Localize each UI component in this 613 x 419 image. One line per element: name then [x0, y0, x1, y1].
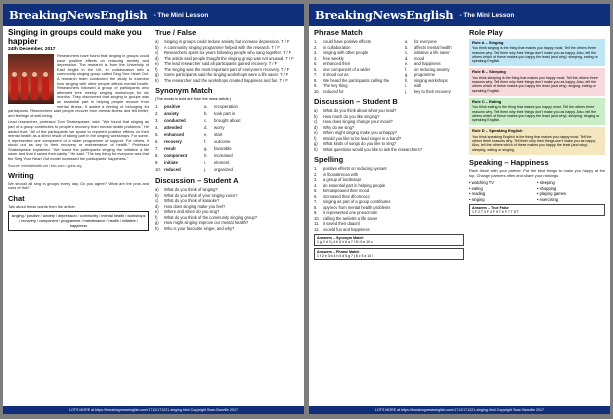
- role-d-box: Role D – Speaking English You think speaking English is the thing that makes you happy most. Tell the others three reasons why. Tell them why their things don't make you as happy. Also, tell the others which of these makes you happy the least (and why): sleeping, eating or singing.: [469, 127, 605, 154]
- list-item: 11. it saved their daaonl: [314, 221, 360, 226]
- list-item: d) Why do we sing?: [314, 124, 355, 130]
- right-column: [469, 28, 605, 404]
- table-row: 4. attended d. worry: [155, 125, 225, 130]
- list-item: 1. positive effects on reducing iyxnaet: [314, 166, 387, 171]
- list-item: a) Singing in groups could reduce anxiety but increase depression. T / F: [155, 39, 290, 44]
- discussion-a-list: [155, 187, 299, 231]
- brand-title: BreakingNewsEnglish: [9, 8, 148, 22]
- true-false-heading: True / False: [155, 28, 197, 37]
- list-item: e) When might singing make you unhappy?: [314, 130, 397, 135]
- left-column: [8, 28, 149, 404]
- phrase-match-list: [314, 39, 464, 94]
- page-two: [309, 4, 610, 414]
- table-row: 10. reduced j. organized: [155, 167, 233, 172]
- brand-subtitle: - The Mini Lesson: [153, 11, 209, 19]
- role-a-box: Role A – Singing You think singing is the thing that makes you happy most. Tell the others three reasons why. Tell them why their things don't make you as happy. Also, tell the others which of these makes you happy the least (and why): sleeping, eating or speaking English.: [469, 39, 605, 66]
- table-row: 3. conducted c. brought about: [155, 118, 241, 123]
- singers-photo: [8, 54, 54, 104]
- article-paragraph-2: Lead researcher, professor Tom Shakespeare, said: "We found that singing as part of a group contributes to people's recovery from mental health problems." He added that: "All of the participants we spoke to reported positive effects on their mental health as a direct result of taking part in the singing workshops. For some, it represented one component of a wider programme of support. For others, it stood out as key to their recovery or maintenance of health." Professor Shakespeare explained: "We found the participants singing the initiative a life saver and that it saved their sanity." He said: "The key thing for everyone was that the Sing Your Heart Out model increased the participants' happiness.": [8, 119, 149, 162]
- spelling-list: [314, 166, 464, 232]
- list-item: c) Researchers spent six years following people who sang together. T / F: [155, 50, 292, 55]
- article-paragraph-1: Researchers have found that singing in groups could have positive effects on reducing anxiety and depression. The research is from the University of East Anglia in the UK, in collaboration with a community singing group called Sing Your Heart Out. A research team conducted the study to examine how singing with other people affects mental health. Researchers followed a group of participants who attended free weekly singing workshops for six months. They discovered that singing in groups was an essential part in helping people recover from mental illness. It added a feeling of belonging for participants. Researchers said people recover from mental illness and felt better, and feelings of well-being.: [8, 53, 149, 118]
- discussion-b-heading: Discussion – Student B: [314, 97, 398, 106]
- list-item: • reading: [469, 191, 486, 197]
- header-banner: [3, 4, 304, 26]
- article-source: Source: mentalhealth.net / bbc.com / gnhs.org: [8, 163, 82, 168]
- list-item: g) What kinds of songs do you like to sing?: [314, 141, 397, 146]
- list-item: a) What do you think of singing?: [155, 187, 218, 192]
- writing-heading: Writing: [8, 170, 34, 180]
- list-item: • singing: [469, 196, 485, 202]
- list-item: c) What do you think of karaoke?: [155, 198, 220, 203]
- true-false-list: [155, 39, 299, 83]
- table-row: 6. one component of a wider f. on reducing anxiety: [314, 66, 450, 72]
- list-item: • watching TV: [469, 180, 495, 186]
- writing-text: We should all sing in groups every day. Do you agree? What are the pros and cons of this?: [8, 180, 149, 191]
- spelling-heading: Spelling: [314, 155, 344, 164]
- table-row: 10. reduced for j. key to their recovery: [314, 88, 451, 94]
- list-item: • exercising: [537, 196, 559, 202]
- synonym-heading: Synonym Match: [155, 86, 213, 95]
- list-item: 3. a group of iiacttnaspr: [314, 177, 362, 182]
- list-item: g) Some participants said the singing workshops were a life saver. T / F: [155, 72, 289, 77]
- list-item: 6. increased their dfcormocc: [314, 193, 370, 199]
- left-column: [314, 28, 464, 404]
- list-item: h) The researcher said the workshops created happiness and fun. T / F: [155, 77, 288, 83]
- chat-heading: Chat: [8, 193, 25, 203]
- table-row: 8. component h. increased: [155, 153, 233, 158]
- list-item: f) What do you think of the community singing group?: [155, 214, 258, 220]
- role-b-box: Role B – Sleeping You think sleeping is the thing that makes you happy most. Tell the others three reasons why. Tell them why their things don't make you as happy. Also, tell the others which of these makes you happy the least (and why): singing, eating or speaking English.: [469, 68, 605, 95]
- list-item: 2. in lbooatinrcoa with: [314, 171, 359, 177]
- list-item: 8. opyrecv from mental health problems: [314, 204, 391, 210]
- table-row: 4. free weekly d. mood: [314, 55, 425, 61]
- table-row: 2. in collaboration b. affects mental health: [314, 44, 452, 50]
- table-row: 9. initiate i. element: [155, 160, 230, 165]
- list-item: 9. it represented one pneocmotn: [314, 210, 378, 215]
- list-item: c) How does singing change your mood?: [314, 119, 393, 124]
- list-item: b) How much do you like singing?: [314, 113, 380, 119]
- table-row: 9. The key thing i. with: [314, 83, 422, 88]
- list-item: g) How might singing improve our mental health?: [155, 220, 249, 225]
- footer-link[interactable]: LOTS MORE at https://breakingnewsenglish.com/1712/171221-singing.html Copyright Sean Banville 2017: [309, 406, 610, 414]
- list-item: 12. ovoeld fun and happiness: [314, 226, 370, 232]
- chat-intro: Talk about these words from the article.: [8, 203, 76, 209]
- article-title: Singing in groups could make you happier: [8, 28, 142, 46]
- list-item: h) Who is your favourite singer, and why?: [155, 225, 235, 231]
- list-item: a) What do you think about what you read?: [314, 108, 397, 113]
- brand-title: BreakingNewsEnglish: [315, 8, 454, 22]
- answers-synonym: Answers – Synonym Match 1 g 2 d 3 j 4 b 5 h 6 a 7 f 8 i 9 e 10 c: [314, 234, 464, 246]
- table-row: 1. positive a. recuperation: [155, 104, 238, 109]
- list-item: • shopping: [537, 185, 557, 191]
- table-row: 5. enhanced their e. and happiness: [314, 61, 441, 66]
- discussion-b-list: [314, 108, 464, 152]
- discussion-a-heading: Discussion – Student A: [155, 176, 239, 185]
- list-item: 4. an essential part in helping people: [314, 182, 386, 188]
- role-play-heading: Role Play: [469, 28, 503, 37]
- list-item: h) What questions would you like to ask the researchers?: [314, 146, 422, 152]
- answers-phrase: Answers – Phrase Match 1 f 2 e 3 b 4 h 5 d 6 g 7 j 8 c 9 a 10 i: [314, 248, 464, 260]
- brand-subtitle: - The Mini Lesson: [459, 11, 515, 19]
- article-date: 24th December, 2017: [8, 47, 56, 52]
- header-banner: [309, 4, 610, 26]
- table-row: 3. singing with other people c. initiative a life saver: [314, 50, 450, 55]
- table-row: 2. anxiety b. took part in: [155, 111, 236, 116]
- synonym-list: [155, 103, 299, 173]
- list-item: 10. calling the aeiiivtnt a life saver: [314, 215, 378, 221]
- table-row: 7. result g. favorable: [155, 146, 232, 151]
- list-item: f) The singing was the most important part of everyone's recovery. T / F: [155, 66, 290, 72]
- table-row: 7. it stood out as g. programme: [314, 72, 435, 77]
- right-column: [155, 28, 299, 404]
- table-row: 6. recovery f. outcome: [155, 139, 231, 144]
- list-item: b) A community singing programme helped with the research. T / F: [155, 44, 280, 50]
- phrase-match-heading: Phrase Match: [314, 28, 363, 37]
- list-item: e) The lead researcher said all participants gained recovery. T / F: [155, 61, 278, 66]
- list-item: d) The article said people thought the singing group was not unusual. T / F: [155, 55, 294, 61]
- table-row: 8. We heard the participants calling the h. singing workshops: [314, 77, 448, 83]
- footer-link[interactable]: LOTS MORE at https://breakingnewsenglish.com/1712/171221-singing.html Copyright Sean Banville 2017: [3, 406, 304, 414]
- list-item: e) Where and when do you sing?: [155, 209, 220, 214]
- list-item: d) How does singing make you feel?: [155, 203, 226, 209]
- role-c-box: Role C – Eating You think eating is the thing that makes you happy most. Tell the others three reasons why. Tell them why their things don't make you as happy. Also, tell the others which of these makes you happy the least (and why): sleeping, singing or speaking English.: [469, 98, 605, 125]
- table-row: 5. enhanced e. start: [155, 132, 223, 137]
- happiness-list: [469, 180, 605, 202]
- list-item: f) Would you like to be lead singer in a band?: [314, 135, 402, 141]
- happiness-intro: Rank these with your partner. Put the best things to make you happy at the top. Change partners often and share your rankings.: [469, 167, 605, 178]
- table-row: 1. could have positive effects a. for everyone: [314, 39, 437, 44]
- happiness-heading: Speaking – Happiness: [469, 157, 549, 167]
- page-one: [3, 4, 304, 414]
- answers-true-false: Answers – True False 1 F 2 T 3 F 4 F 5 T 6 F 7 T 8 T: [469, 204, 605, 216]
- list-item: • sleeping: [537, 180, 555, 186]
- list-item: 5. kmnaspeaoed their mood: [314, 188, 370, 193]
- chat-word-box: singing / positive / anxiety / depression / community / mental health / workshops / recovery / component / programme / maintenance / health / initiative / happiness: [8, 211, 149, 231]
- list-item: 7. singing as part of a group contributes: [314, 199, 391, 204]
- synonym-note: (The words in bold are from the news article.): [155, 97, 232, 101]
- list-item: b) What do you think of your singing voice?: [155, 192, 238, 198]
- list-item: • eating: [469, 185, 483, 191]
- list-item: • playing games: [537, 191, 566, 197]
